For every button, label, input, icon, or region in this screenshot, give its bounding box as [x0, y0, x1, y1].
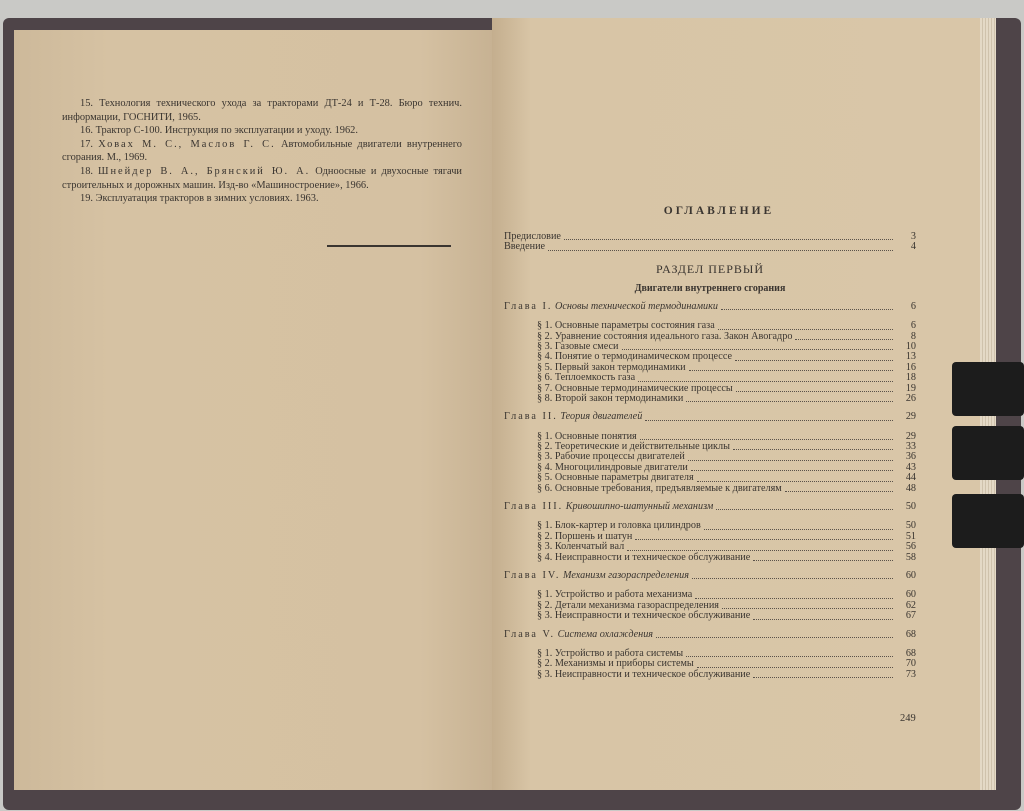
section-number: § 4.: [537, 351, 553, 363]
section-title: Блок-картер и головка цилиндров: [554, 520, 701, 532]
section-title: Многоцилиндровые двигатели: [554, 461, 688, 473]
section-title: Второй закон термодинамики: [554, 392, 684, 404]
chapter-name: Основы технической термодинамики: [554, 300, 718, 312]
section-title: Неисправности и техническое обслуживание: [554, 551, 751, 563]
toc-section: [504, 373, 916, 383]
dot-leader: [548, 250, 893, 251]
toc-front-matter: [504, 232, 916, 253]
toc-page-number: 6: [910, 300, 916, 312]
toc-page-number: 44: [905, 472, 916, 484]
toc-section: [504, 321, 916, 331]
dot-leader: [627, 550, 893, 551]
toc-chapter: [504, 630, 916, 640]
dot-leader: [716, 509, 893, 510]
dot-leader: [785, 491, 893, 492]
section-number: § 6.: [537, 372, 553, 384]
chapter-label: Глава I.: [504, 300, 553, 312]
toc-page-number: 48: [905, 482, 916, 494]
section-number: § 2.: [537, 441, 553, 453]
toc-page-number: 29: [905, 411, 916, 423]
section-title: Неисправности и техническое обслуживание: [554, 668, 751, 680]
toc-page-number: 56: [905, 541, 916, 553]
chapter-label: Глава V.: [504, 628, 556, 640]
toc-page-number: 68: [905, 647, 916, 659]
section-number: § 2.: [537, 658, 553, 670]
dot-leader: [686, 401, 893, 402]
reference-authors: Ховах М. С., Маслов Г. С.: [98, 138, 276, 150]
toc-entry-label: Предисловие: [504, 230, 561, 242]
dot-leader: [753, 619, 893, 620]
reference-authors: Шнейдер В. А., Брянский Ю. А.: [98, 165, 311, 177]
toc-page-number: 16: [905, 361, 916, 373]
table-of-contents: [504, 205, 916, 680]
section-title: Газовые смеси: [554, 340, 619, 352]
toc-entry-label: Введение: [504, 241, 546, 253]
section-title: Первый закон термодинамики: [554, 361, 686, 373]
reference-list: [62, 97, 462, 206]
toc-page-number: 43: [905, 461, 916, 473]
section-title: Основные требования, предъявляемые к двигателям: [554, 482, 782, 494]
toc-chapter: [504, 302, 916, 312]
dot-leader: [635, 539, 893, 540]
part-subheading: Двигатели внутреннего сгорания: [634, 282, 786, 294]
section-number: § 4.: [537, 461, 553, 473]
section-number: § 2.: [537, 530, 553, 542]
section-number: § 1.: [537, 520, 553, 532]
page-number: 249: [900, 713, 916, 724]
dot-leader: [736, 391, 893, 392]
section-title: Детали механизма газораспределения: [554, 599, 719, 611]
section-title: Теоретические и действительные циклы: [554, 441, 730, 453]
dot-leader: [697, 667, 893, 668]
toc-section: [504, 670, 916, 680]
toc-page-number: 68: [905, 628, 916, 640]
reference-item: 19. Эксплуатация тракторов в зимних условиях. 1963.: [80, 193, 319, 205]
chapter-name: Система охлаждения: [557, 628, 654, 640]
section-title: Неисправности и техническое обслуживание: [554, 610, 751, 622]
chapter-name: Теория двигателей: [560, 411, 643, 423]
section-number: § 8.: [537, 392, 553, 404]
toc-page-number: 50: [905, 520, 916, 532]
section-number: § 3.: [537, 340, 553, 352]
dot-leader: [645, 420, 893, 421]
reference-item: 15. Технология технического ухода за тракторами ДТ-24 и Т-28. Бюро технич. информации, ГОСНИТИ, 1965.: [62, 98, 462, 123]
section-title: Основные параметры состояния газа: [554, 320, 715, 332]
dot-leader: [697, 481, 893, 482]
chapter-name: Кривошипно-шатунный механизм: [565, 501, 714, 513]
toc-chapter: [504, 571, 916, 581]
dot-leader: [704, 529, 893, 530]
toc-page-number: 10: [905, 340, 916, 352]
binder-clip: [952, 362, 1024, 416]
dot-leader: [722, 608, 893, 609]
dot-leader: [689, 370, 893, 371]
dot-leader: [638, 381, 893, 382]
toc-page-number: 58: [905, 551, 916, 563]
toc-page-number: 33: [905, 441, 916, 453]
section-title: Устройство и работа системы: [554, 647, 684, 659]
toc-page-number: 73: [905, 668, 916, 680]
section-number: § 1.: [537, 320, 553, 332]
section-number: § 1.: [537, 647, 553, 659]
toc-section: [504, 394, 916, 404]
dot-leader: [640, 439, 893, 440]
toc-front-entry: [504, 232, 916, 242]
chapter-label: Глава IV.: [504, 569, 561, 581]
chapter-label: Глава III.: [504, 501, 564, 513]
dot-leader: [695, 598, 893, 599]
dot-leader: [656, 637, 893, 638]
section-number: § 1.: [537, 589, 553, 601]
section-title: Основные параметры двигателя: [554, 472, 694, 484]
section-title: Коленчатый вал: [554, 541, 625, 553]
part-heading: РАЗДЕЛ ПЕРВЫЙ: [655, 261, 765, 276]
dot-leader: [721, 309, 893, 310]
toc-page-number: 18: [905, 372, 916, 384]
toc-page-number: 4: [910, 241, 916, 253]
section-number: § 3.: [537, 541, 553, 553]
toc-section: [504, 484, 916, 494]
toc-page-number: 67: [905, 610, 916, 622]
dot-leader: [753, 560, 893, 561]
section-title: Уравнение состояния идеального газа. Закон Авогадро: [554, 330, 793, 342]
toc-chapter: [504, 502, 916, 512]
section-title: Рабочие процессы двигателей: [554, 451, 685, 463]
toc-page-number: 29: [905, 430, 916, 442]
dot-leader: [718, 329, 893, 330]
section-number: § 1.: [537, 430, 553, 442]
toc-section: [504, 553, 916, 563]
toc-page-number: 6: [910, 320, 916, 332]
dot-leader: [753, 677, 893, 678]
section-number: § 3.: [537, 610, 553, 622]
section-number: § 2.: [537, 599, 553, 611]
dot-leader: [795, 339, 893, 340]
toc-section: [504, 611, 916, 621]
dot-leader: [735, 360, 893, 361]
dot-leader: [691, 470, 893, 471]
section-number: § 5.: [537, 361, 553, 373]
section-title: Устройство и работа механизма: [554, 589, 693, 601]
toc-front-entry: [504, 242, 916, 252]
toc-page-number: 50: [905, 501, 916, 513]
toc-page-number: 3: [910, 230, 916, 242]
section-number: § 3.: [537, 451, 553, 463]
section-title: Основные термодинамические процессы: [554, 382, 733, 394]
toc-page-number: 51: [905, 530, 916, 542]
toc-page-number: 60: [905, 589, 916, 601]
binder-clip: [952, 426, 1024, 480]
end-rule: [327, 245, 451, 247]
toc-chapters: [504, 302, 916, 680]
section-number: § 4.: [537, 551, 553, 563]
section-title: Понятие о термодинамическом процессе: [554, 351, 732, 363]
chapter-name: Механизм газораспределения: [563, 569, 689, 581]
reference-item: 17. Ховах М. С., Маслов Г. С. Автомобильные двигатели внутреннего сгорания. М., 1969.: [62, 138, 462, 164]
section-number: § 7.: [537, 382, 553, 394]
dot-leader: [686, 656, 893, 657]
section-number: § 6.: [537, 482, 553, 494]
section-number: § 2.: [537, 330, 553, 342]
section-title: Поршень и шатун: [554, 530, 633, 542]
toc-page-number: 26: [905, 392, 916, 404]
dot-leader: [564, 239, 893, 240]
toc-page-number: 19: [905, 382, 916, 394]
section-number: § 5.: [537, 472, 553, 484]
binder-clip: [952, 494, 1024, 548]
toc-page-number: 62: [905, 599, 916, 611]
toc-page-number: 8: [910, 330, 916, 342]
section-number: § 3.: [537, 668, 553, 680]
section-title: Механизмы и приборы системы: [554, 658, 694, 670]
section-title: Теплоемкость газа: [554, 372, 636, 384]
dot-leader: [733, 449, 893, 450]
toc-page-number: 60: [905, 569, 916, 581]
toc-chapter: [504, 412, 916, 422]
dot-leader: [688, 460, 893, 461]
toc-title: ОГЛАВЛЕНИЕ: [663, 205, 775, 217]
chapter-label: Глава II.: [504, 411, 558, 423]
toc-page-number: 13: [905, 351, 916, 363]
reference-item: 16. Трактор С-100. Инструкция по эксплуатации и уходу. 1962.: [80, 125, 358, 137]
toc-page-number: 70: [905, 658, 916, 670]
section-title: Основные понятия: [554, 430, 637, 442]
reference-item: 18. Шнейдер В. А., Брянский Ю. А. Одноосные и двухосные тягачи строительных и дорожных машин. Изд-во «Машиностроение», 1966.: [62, 165, 462, 191]
dot-leader: [692, 578, 893, 579]
dot-leader: [622, 349, 894, 350]
toc-page-number: 36: [905, 451, 916, 463]
